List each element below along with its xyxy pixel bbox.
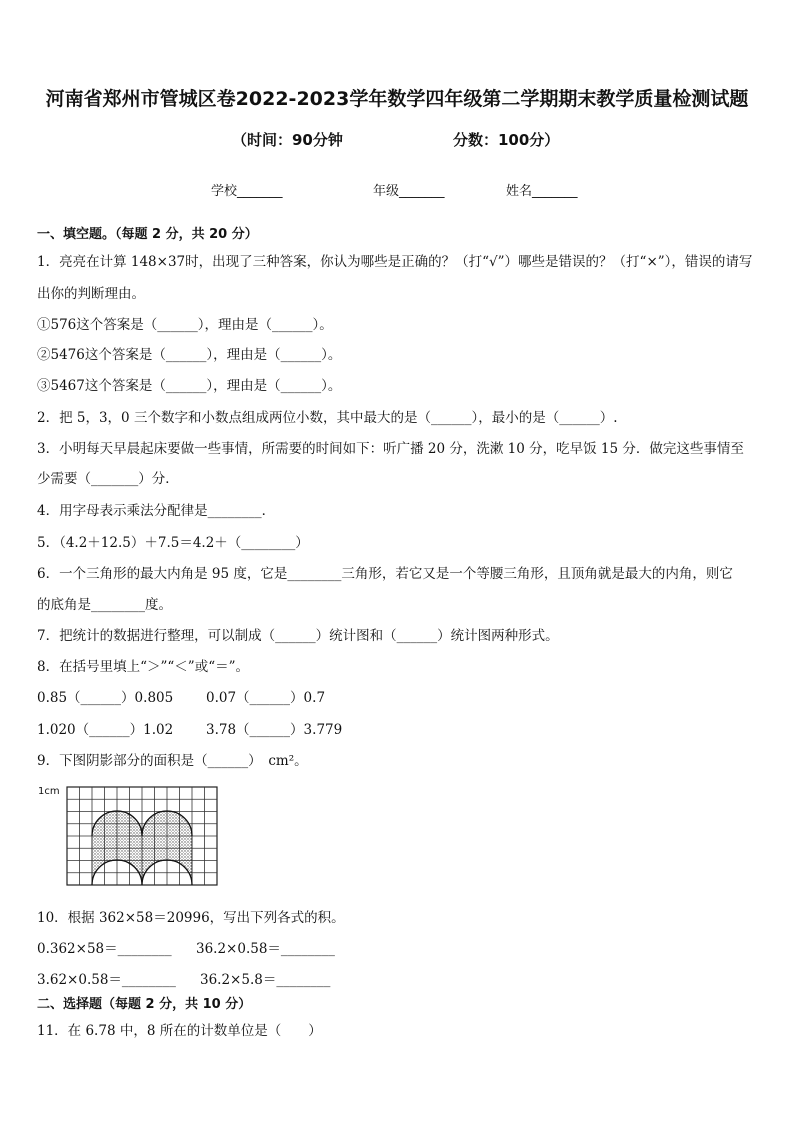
shaded-area-figure: [37, 782, 221, 888]
question-10-a: 0.362×58＝________: [37, 941, 172, 957]
question-9: 9．下图阴影部分的面积是（______） cm²。: [37, 753, 308, 769]
question-3-line-2: 少需要（_______）分．: [37, 471, 179, 487]
exam-score: 分数：100分）: [453, 131, 560, 149]
question-10: 10．根据 362×58＝20996，写出下列各式的积。: [37, 910, 345, 926]
grid-diagram: [37, 782, 221, 888]
question-1-line-2: 出你的判断理由。: [37, 286, 145, 302]
school-field: 学校_______: [211, 184, 283, 199]
question-7: 7．把统计的数据进行整理，可以制成（______）统计图和（______）统计图两种形式。: [37, 628, 559, 644]
grade-field: 年级_______: [373, 184, 445, 199]
section-2-heading: 二、选择题（每题 2 分，共 10 分）: [37, 997, 252, 1012]
question-2: 2．把 5，3，0 三个数字和小数点组成两位小数，其中最大的是（______），最小的是（______）.: [37, 410, 618, 426]
question-8-b: 0.07（______）0.7: [206, 690, 326, 706]
question-10-b: 36.2×0.58＝________: [196, 941, 335, 957]
question-1-option-a: ①576这个答案是（______），理由是（______）。: [37, 317, 333, 333]
question-10-d: 36.2×5.8＝________: [200, 972, 331, 988]
page-title: 河南省郑州市管城区卷2022-2023学年数学四年级第二学期期末教学质量检测试题: [45, 88, 749, 110]
question-4: 4．用字母表示乘法分配律是________．: [37, 503, 276, 519]
question-1-line-1: 1．亮亮在计算 148×37时，出现了三种答案，你认为哪些是正确的？（打“√”）哪些是错误的？（打“×”），错误的请写: [37, 254, 753, 270]
name-field: 姓名_______: [506, 184, 578, 199]
question-1-option-b: ②5476这个答案是（______），理由是（______）。: [37, 347, 342, 363]
question-10-c: 3.62×0.58＝________: [37, 972, 176, 988]
question-11: 11．在 6.78 中，8 所在的计数单位是（ ）: [37, 1023, 322, 1039]
question-3-line-1: 3．小明每天早晨起床要做一些事情，所需要的时间如下：听广播 20 分，洗漱 10 分，吃早饭 15 分．做完这些事情至: [37, 441, 744, 457]
question-8-a: 0.85（______）0.805: [37, 690, 174, 706]
question-6-line-1: 6．一个三角形的最大内角是 95 度，它是________三角形，若它又是一个等腰三角形，且顶角就是最大的内角，则它: [37, 566, 733, 582]
unit-label: 1cm: [38, 786, 60, 797]
grid-group: [67, 787, 217, 885]
question-8-c: 1.020（______）1.02: [37, 722, 174, 738]
exam-time: （时间：90分钟: [232, 131, 343, 149]
question-6-line-2: 的底角是________度。: [37, 597, 172, 613]
question-1-option-c: ③5467这个答案是（______），理由是（______）。: [37, 378, 342, 394]
question-8-d: 3.78（______）3.779: [206, 722, 343, 738]
section-1-heading: 一、填空题。（每题 2 分，共 20 分）: [37, 227, 258, 242]
question-8: 8．在括号里填上“＞”“＜”或“＝”。: [37, 659, 249, 675]
question-5: 5．（4.2＋12.5）＋7.5＝4.2＋（________）: [37, 535, 309, 551]
